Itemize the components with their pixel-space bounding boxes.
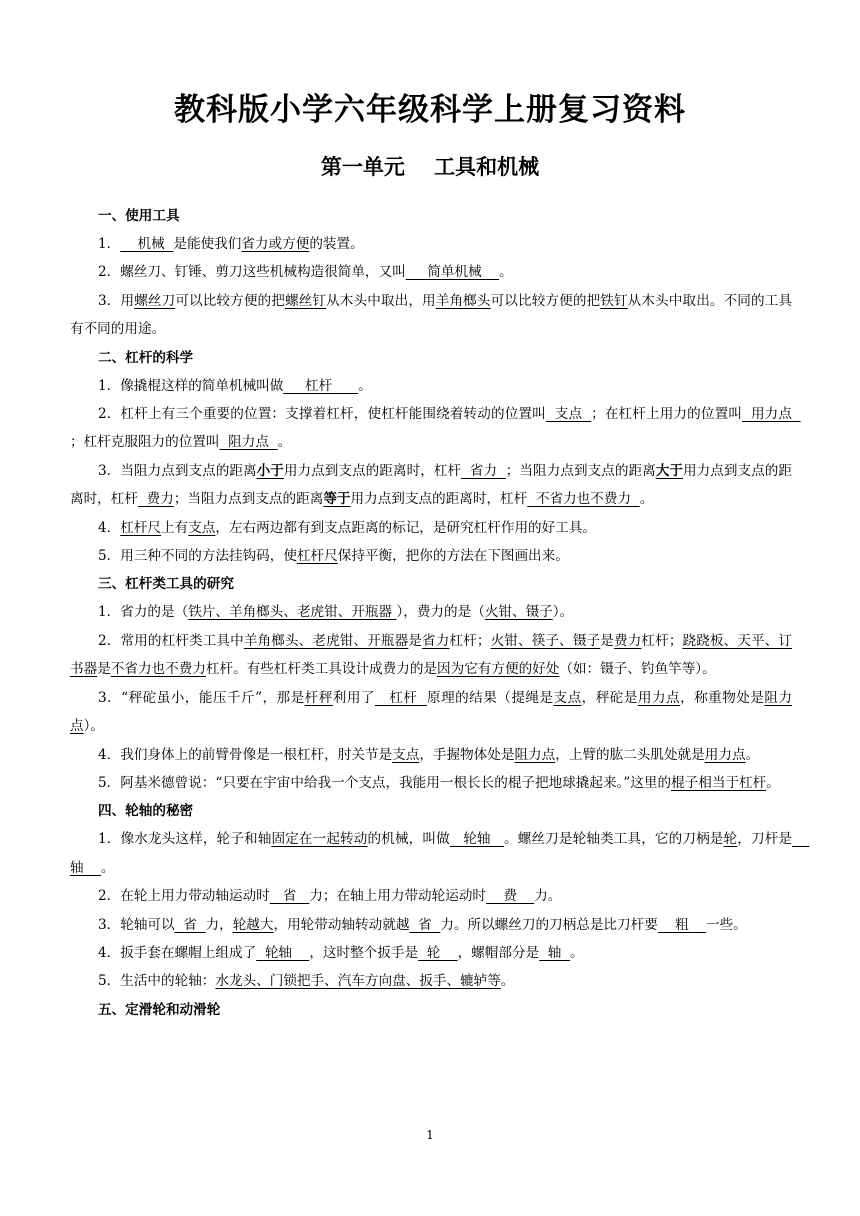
section-heading: 四、轮轴的秘密 — [98, 803, 194, 820]
emphasized-term: 大于 — [655, 462, 683, 479]
answer-blank: 不省力也不费力 — [527, 491, 640, 508]
answer-blank: 羊角榔头 — [435, 292, 491, 309]
answer-blank: 螺丝钉 — [284, 292, 327, 309]
answer-blank: 阻力点 — [70, 689, 793, 735]
answer-blank: 跷跷板、天平、订书器 — [70, 632, 793, 678]
text-run: 原理的结果（提绳是 — [427, 689, 554, 706]
answer-blank: 轮轴 — [256, 944, 310, 961]
text-run: 2．常用的杠杆类工具中 — [98, 632, 244, 649]
text-run: 2．螺丝刀、钉锤、剪刀这些机械构造很简单，又叫 — [98, 264, 406, 281]
text-run: ；当阻力点到支点的距离 — [505, 462, 656, 479]
paragraph — [70, 598, 792, 626]
text-run: ）。 — [83, 718, 104, 735]
text-run: 杠杆。有些杠杆类工具设计成费力的是 — [205, 661, 438, 678]
answer-blank: 费力 — [613, 632, 642, 649]
text-run: ，左右两边都有到支点距离的标记，是研究杠杆作用的好工具。 — [215, 519, 597, 536]
text-run: ，螺帽部分是 — [457, 944, 540, 961]
paragraph — [70, 514, 792, 542]
text-run: 。 — [498, 264, 513, 281]
paragraph — [70, 372, 792, 400]
document-body — [70, 202, 810, 1024]
text-run: ，手握物体处是 — [419, 746, 515, 763]
answer-blank: 省 — [269, 888, 310, 905]
paragraph — [70, 627, 792, 684]
emphasized-term: 等于 — [323, 491, 351, 508]
answer-blank: 螺丝刀 — [134, 292, 176, 309]
answer-blank: 杠杆 — [374, 689, 428, 706]
text-run: 。 — [570, 944, 584, 961]
answer-blank: 省力或方便 — [241, 236, 310, 252]
text-run: 。 — [639, 491, 654, 508]
text-run: ，刀杆是 — [737, 831, 793, 848]
text-run: 。螺丝刀是轮轴类工具，它的刀柄是 — [503, 831, 724, 848]
text-run: 1．像水龙头这样，轮子和轴 — [98, 831, 272, 848]
text-run: 力。所以螺丝刀的刀柄总是比刀杆要 — [440, 916, 658, 933]
text-run: 4． — [98, 519, 121, 536]
answer-blank: 轴 — [70, 831, 810, 876]
answer-blank: 固定在一起转动 — [271, 831, 368, 848]
text-run: 用力点到支点的距离时，杠杆 — [70, 462, 793, 508]
text-run: ，称重物处是 — [680, 689, 765, 706]
answer-blank: 火钳、镊子 — [484, 604, 553, 621]
text-run: 力；在轴上用力带动轮运动时 — [309, 888, 487, 905]
text-run: ）。 — [552, 604, 574, 621]
answer-blank: 杆秤 — [304, 689, 333, 706]
text-run: ，这时整个扳手是 — [309, 944, 419, 961]
answer-blank: 轮 — [418, 944, 458, 961]
text-run: 1．省力的是（ — [98, 604, 189, 621]
answer-blank: 简单机械 — [405, 264, 499, 281]
paragraph — [70, 939, 792, 967]
text-run: 4．扳手套在螺帽上组成了 — [98, 944, 257, 961]
text-run: 3．“秤砣虽小，能压千斤”，那是 — [98, 689, 305, 706]
paragraph — [70, 967, 792, 995]
text-run: 用力点到支点的距离时，杠杆 — [350, 491, 528, 508]
answer-blank: 费 — [486, 888, 535, 905]
text-run: 杠杆； — [641, 632, 683, 649]
section-heading: 五、定滑轮和动滑轮 — [98, 1001, 221, 1018]
text-run: 用力点到支点的距离时，杠杆 — [283, 462, 462, 479]
text-run: 可以比较方便的把 — [175, 292, 285, 309]
text-run: ；在杠杆上用力的位置叫 — [591, 406, 743, 423]
text-run: 2．在轮上用力带动轴运动时 — [98, 888, 270, 905]
answer-blank: 支点 — [392, 746, 420, 763]
answer-blank: 省 — [409, 916, 441, 933]
text-run: 上有 — [161, 519, 189, 536]
text-run: 的装置。 — [309, 236, 364, 252]
text-run: 。 — [100, 859, 115, 876]
text-run: 杠杆； — [449, 632, 491, 649]
unit-heading: 第一单元 工具和机械 — [320, 155, 540, 179]
answer-blank: 羊角榔头、老虎钳、开瓶器 — [243, 632, 409, 649]
text-run: 。 — [745, 746, 760, 763]
answer-blank: 省力 — [461, 462, 506, 479]
answer-blank: 费力 — [137, 491, 174, 508]
text-run: 。 — [500, 973, 515, 990]
answer-blank: 用力点 — [704, 746, 746, 763]
text-run: 是能使我们 — [173, 236, 242, 252]
answer-blank: 杠杆尺 — [120, 519, 162, 536]
text-run: 的机械，叫做 — [367, 831, 450, 848]
page-number: 1 — [426, 1128, 434, 1142]
answer-blank: 支点 — [545, 406, 592, 423]
paragraph — [70, 911, 792, 939]
paragraph — [70, 769, 792, 797]
answer-blank: 水龙头、门锁把手、汽车方向盘、扳手、辘轳等 — [215, 973, 501, 990]
answer-blank: 轮 — [723, 831, 738, 848]
text-run: ，秤砣是 — [581, 689, 638, 706]
answer-blank: 铁钉 — [600, 292, 628, 309]
text-run: 保持平衡，把你的方法在下图画出来。 — [337, 548, 569, 565]
text-run: （如：镊子、钓鱼竿等）。 — [559, 661, 716, 678]
answer-blank: 省力 — [422, 632, 450, 649]
paragraph — [70, 457, 792, 514]
answer-blank: 轮越大 — [232, 916, 274, 933]
text-run: 。 — [277, 434, 292, 451]
text-run: ），费力的是（ — [396, 604, 485, 621]
answer-blank: 轮轴 — [449, 831, 504, 848]
answer-blank: 阻力点 — [219, 434, 278, 451]
section-heading: 三、杠杆类工具的研究 — [98, 576, 234, 593]
text-run: 3．轮轴可以 — [98, 916, 175, 933]
answer-blank: 省 — [174, 916, 206, 933]
text-run: ，用轮带动轴转动就越 — [273, 916, 410, 933]
text-run: 3．用 — [98, 292, 135, 309]
text-run: 。 — [766, 774, 780, 791]
text-run: 力， — [205, 916, 233, 933]
answer-blank: 不省力也不费力 — [110, 661, 206, 678]
paragraph — [70, 287, 792, 344]
paragraph — [70, 542, 792, 570]
text-run: 。 — [358, 377, 372, 394]
paragraph — [70, 684, 792, 741]
section-heading: 一、使用工具 — [98, 208, 180, 224]
text-run: 是 — [97, 661, 111, 678]
text-run: 从木头中取出。不同的工具有不同的用途。 — [70, 292, 793, 338]
emphasized-term: 小于 — [256, 462, 284, 479]
answer-blank: 机械 — [120, 236, 174, 252]
text-run: 3．当阻力点到支点的距离 — [98, 462, 257, 479]
paragraph — [70, 230, 792, 258]
text-run: 1．像撬棍这样的简单机械叫做 — [98, 377, 284, 394]
answer-blank: 杠杆尺 — [296, 548, 338, 565]
text-run: 从木头中取出，用 — [326, 292, 436, 309]
text-run: ，上臂的肱二头肌处就是 — [555, 746, 705, 763]
answer-blank: 支点 — [188, 519, 216, 536]
answer-blank: 棍子相当于杠杆 — [671, 774, 767, 791]
text-run: 是 — [600, 632, 614, 649]
answer-blank: 杠杆 — [283, 377, 359, 394]
paragraph — [70, 825, 810, 882]
answer-blank: 用力点 — [637, 689, 681, 706]
text-run: 4．我们身体上的前臂骨像是一根杠杆，肘关节是 — [98, 746, 393, 763]
text-run: 5．阿基米德曾说：“只要在宇宙中给我一个支点，我能用一根长长的棍子把地球撬起来。”这里的 — [98, 774, 672, 791]
text-run: 力。 — [534, 888, 562, 905]
text-run: 是 — [408, 632, 423, 649]
document-title: 教科版小学六年级科学上册复习资料 — [174, 92, 686, 128]
text-run: 可以比较方便的把 — [490, 292, 601, 309]
answer-blank: 火钳、筷子、镊子 — [490, 632, 601, 649]
text-run: 1． — [98, 236, 121, 252]
text-run: 5．用三种不同的方法挂钩码，使 — [98, 548, 297, 565]
answer-blank: 阻力点 — [514, 746, 556, 763]
answer-blank: 铁片、羊角榔头、老虎钳、开瓶器 — [188, 604, 397, 621]
text-run: 利用了 — [332, 689, 375, 706]
text-run: 5．生活中的轮轴： — [98, 973, 216, 990]
answer-blank: 轴 — [539, 944, 571, 961]
text-run: 2．杠杆上有三个重要的位置：支撑着杠杆，使杠杆能围绕着转动的位置叫 — [98, 406, 546, 423]
text-run: ；杠杆克服阻力的位置叫 — [70, 434, 220, 451]
paragraph — [70, 400, 801, 457]
paragraph — [70, 258, 792, 286]
answer-blank: 因为它有方便的好处 — [437, 661, 560, 678]
answer-blank: 粗 — [657, 916, 706, 933]
section-heading: 二、杠杆的科学 — [98, 349, 194, 366]
answer-blank: 支点 — [553, 689, 582, 706]
text-run: ；当阻力点到支点的距离 — [173, 491, 324, 508]
paragraph — [70, 741, 792, 769]
text-run: 一些。 — [705, 916, 747, 933]
paragraph — [70, 882, 792, 910]
answer-blank: 用力点 — [742, 406, 801, 423]
